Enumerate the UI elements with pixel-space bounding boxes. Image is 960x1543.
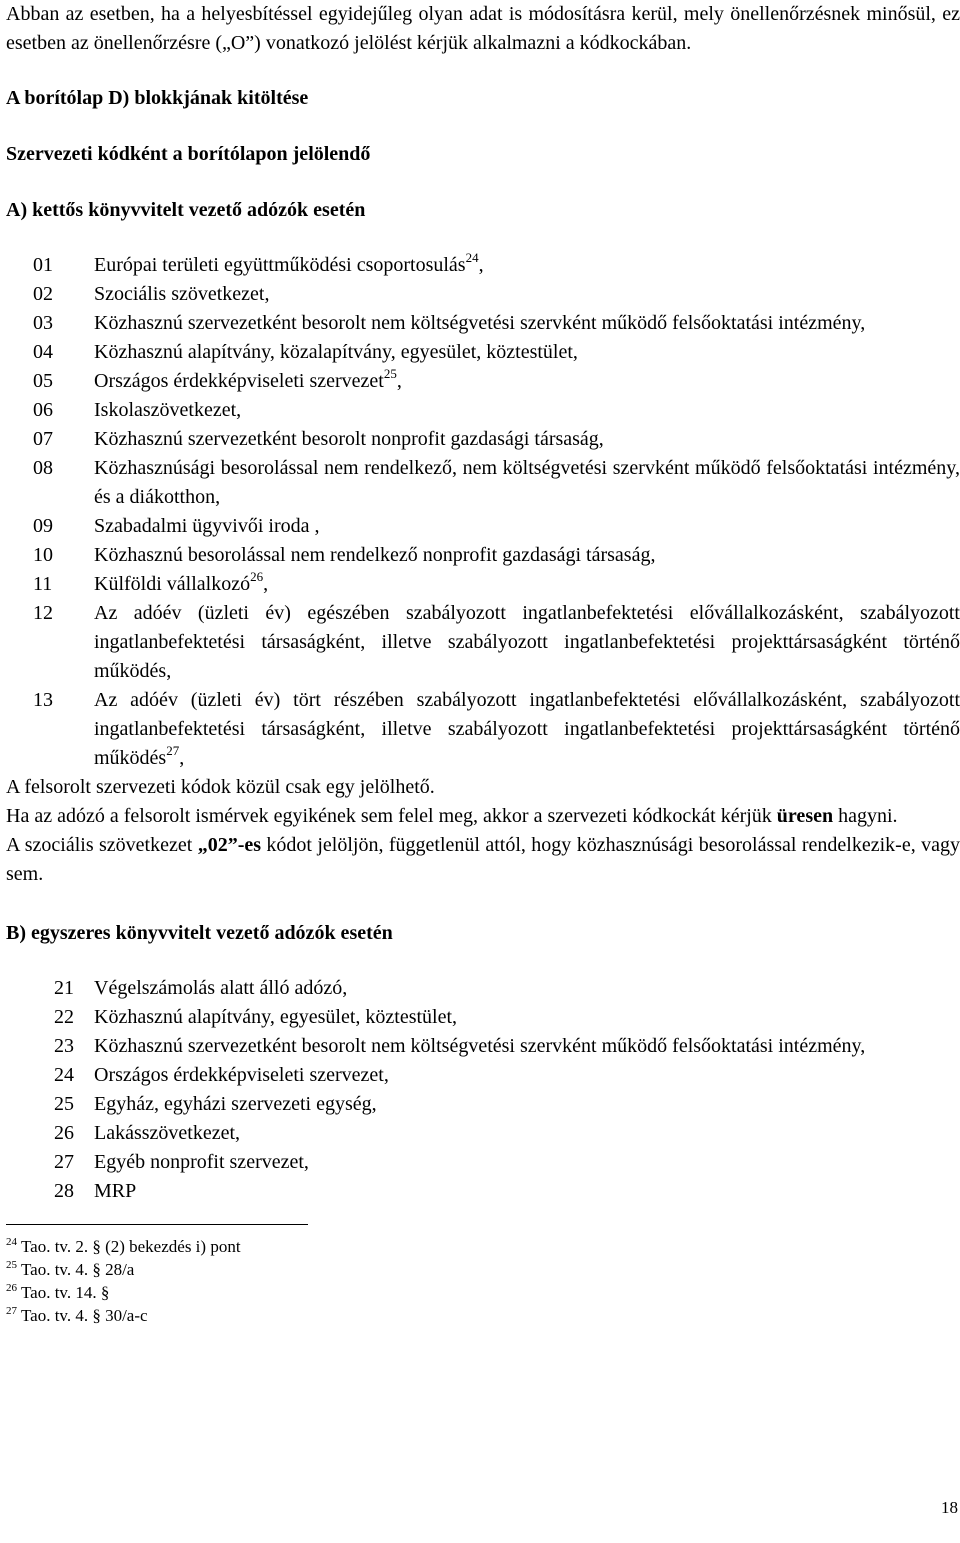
item-text: Szociális szövetkezet, [94, 283, 270, 305]
list-item [6, 425, 960, 454]
item-number: 07 [33, 428, 53, 450]
item-number: 12 [33, 602, 53, 624]
item-tail: , [478, 254, 484, 276]
item-number: 06 [33, 399, 53, 421]
footnote-number: 27 [6, 1305, 17, 1317]
item-number: 02 [33, 283, 53, 305]
item-text: Közhasznúsági besorolással nem rendelkező, nem költségvetési szervként működő felsőoktatási intézmény, és a diákotthon, [94, 457, 960, 508]
list-item [6, 1148, 960, 1177]
item-tail: , [396, 370, 402, 392]
section-heading: A borítólap D) blokkjának kitöltése [6, 87, 309, 109]
item-text: Iskolaszövetkezet, [94, 399, 242, 421]
item-text: MRP [94, 1180, 137, 1202]
footnote-ref: 27 [166, 743, 180, 758]
footnote-text: Tao. tv. 2. § (2) bekezdés i) pont [20, 1237, 241, 1256]
footnote-number: 26 [6, 1282, 17, 1294]
list-item [6, 1032, 960, 1061]
footnote [6, 1281, 960, 1304]
footnote-number: 25 [6, 1259, 17, 1271]
note-text: kódot jelöljön, függetlenül attól, hogy közhasznúsági besorolással rendelkezik-e, vagy sem. [6, 834, 960, 885]
item-number: 21 [54, 977, 74, 999]
page-number: 18 [941, 1498, 958, 1517]
footnote-separator [6, 1224, 308, 1225]
list-item [6, 367, 960, 396]
footnote-ref: 26 [250, 569, 264, 584]
item-number: 22 [54, 1006, 74, 1028]
section-b-heading: B) egyszeres könyvvitelt vezető adózók esetén [6, 922, 393, 944]
item-number: 23 [54, 1035, 74, 1057]
note-text: Ha az adózó a felsorolt ismérvek egyikének sem felel meg, akkor a szervezeti kódkockát kérjük [6, 805, 777, 827]
item-number: 03 [33, 312, 53, 334]
intro-paragraph: Abban az esetben, ha a helyesbítéssel egyidejűleg olyan adat is módosításra kerül, mely önellenőrzésnek minősül, ez esetben az önellenőrzésre („O”) vonatkozó jelölést kérjük alkalmazni a kódkockában. [6, 3, 960, 54]
footnote [6, 1235, 960, 1258]
list-item [6, 280, 960, 309]
document-page [6, 0, 960, 1327]
list-item [6, 541, 960, 570]
item-number: 08 [33, 457, 53, 479]
list-item [6, 974, 960, 1003]
footnote-text: Tao. tv. 4. § 28/a [20, 1260, 135, 1279]
item-text: Egyház, egyházi szervezeti egység, [94, 1093, 377, 1115]
footnote [6, 1258, 960, 1281]
item-number: 24 [54, 1064, 74, 1086]
list-item [6, 1177, 960, 1206]
item-text: Országos érdekképviseleti szervezet [94, 370, 384, 392]
note-emphasis: „02”-es [197, 834, 262, 856]
section-b-list [6, 974, 960, 1206]
footnote-text: Tao. tv. 4. § 30/a-c [20, 1306, 148, 1325]
item-text: Végelszámolás alatt álló adózó, [94, 977, 348, 999]
footnote [6, 1304, 960, 1327]
footnote-number: 24 [6, 1236, 17, 1248]
item-text: Európai területi együttműködési csoportosulás [94, 254, 466, 276]
item-number: 05 [33, 370, 53, 392]
item-text: Külföldi vállalkozó [94, 573, 251, 595]
list-item [6, 396, 960, 425]
item-text: Közhasznú alapítvány, közalapítvány, egyesület, köztestület, [94, 341, 578, 363]
item-number: 27 [54, 1151, 74, 1173]
list-item [6, 251, 960, 280]
item-text: Egyéb nonprofit szervezet, [94, 1151, 309, 1173]
list-item [6, 1090, 960, 1119]
list-item [6, 570, 960, 599]
list-item [6, 599, 960, 686]
item-number: 09 [33, 515, 53, 537]
item-number: 04 [33, 341, 53, 363]
item-text: Az adóév (üzleti év) egészében szabályozott ingatlanbefektetési elővállalkozásként, szabályozott ingatlanbefektetési társaságként, illetve szabályozott ingatlanbefektetési projekttársaságként történő működés, [94, 602, 960, 682]
item-text: Az adóév (üzleti év) tört részében szabályozott ingatlanbefektetési elővállalkozásként, szabályozott ingatlanbefektetési társaságként, illetve szabályozott ingatlanbefektetési projekttársaságként történő működés [94, 689, 960, 769]
item-text: Országos érdekképviseleti szervezet, [94, 1064, 389, 1086]
item-number: 01 [33, 254, 53, 276]
item-number: 28 [54, 1180, 74, 1202]
list-item [6, 338, 960, 367]
item-tail: , [179, 747, 185, 769]
item-text: Lakásszövetkezet, [94, 1122, 241, 1144]
footnotes [6, 1235, 960, 1327]
footnote-ref: 24 [465, 250, 479, 265]
list-item [6, 1061, 960, 1090]
list-item [6, 512, 960, 541]
item-number: 11 [33, 573, 53, 595]
item-number: 25 [54, 1093, 74, 1115]
note-single-code: A felsorolt szervezeti kódok közül csak egy jelölhető. [6, 776, 435, 798]
note-emphasis: üresen [776, 805, 834, 827]
list-item [6, 686, 960, 773]
list-item [6, 1119, 960, 1148]
note-text: hagyni. [833, 805, 898, 827]
item-number: 10 [33, 544, 53, 566]
item-text: Közhasznú szervezetként besorolt nem költségvetési szervként működő felsőoktatási intézmény, [94, 1035, 866, 1057]
item-number: 26 [54, 1122, 74, 1144]
item-text: Közhasznú szervezetként besorolt nonprofit gazdasági társaság, [94, 428, 604, 450]
item-number: 13 [33, 689, 53, 711]
item-text: Szabadalmi ügyvivői iroda , [94, 515, 320, 537]
item-text: Közhasznú alapítvány, egyesület, köztestület, [94, 1006, 458, 1028]
list-item [6, 309, 960, 338]
footnote-ref: 25 [383, 366, 397, 381]
note-empty-box [6, 802, 960, 831]
section-a-list [6, 251, 960, 773]
section-a-heading: A) kettős könyvvitelt vezető adózók esetén [6, 199, 366, 221]
list-item [6, 454, 960, 512]
item-text: Közhasznú besorolással nem rendelkező nonprofit gazdasági társaság, [94, 544, 656, 566]
item-tail: , [263, 573, 269, 595]
sub-heading: Szervezeti kódként a borítólapon jelölendő [6, 143, 371, 165]
footnote-text: Tao. tv. 14. § [20, 1283, 110, 1302]
list-item [6, 1003, 960, 1032]
note-social-coop [6, 831, 960, 889]
note-text: A szociális szövetkezet [6, 834, 198, 856]
item-text: Közhasznú szervezetként besorolt nem költségvetési szervként működő felsőoktatási intézmény, [94, 312, 866, 334]
